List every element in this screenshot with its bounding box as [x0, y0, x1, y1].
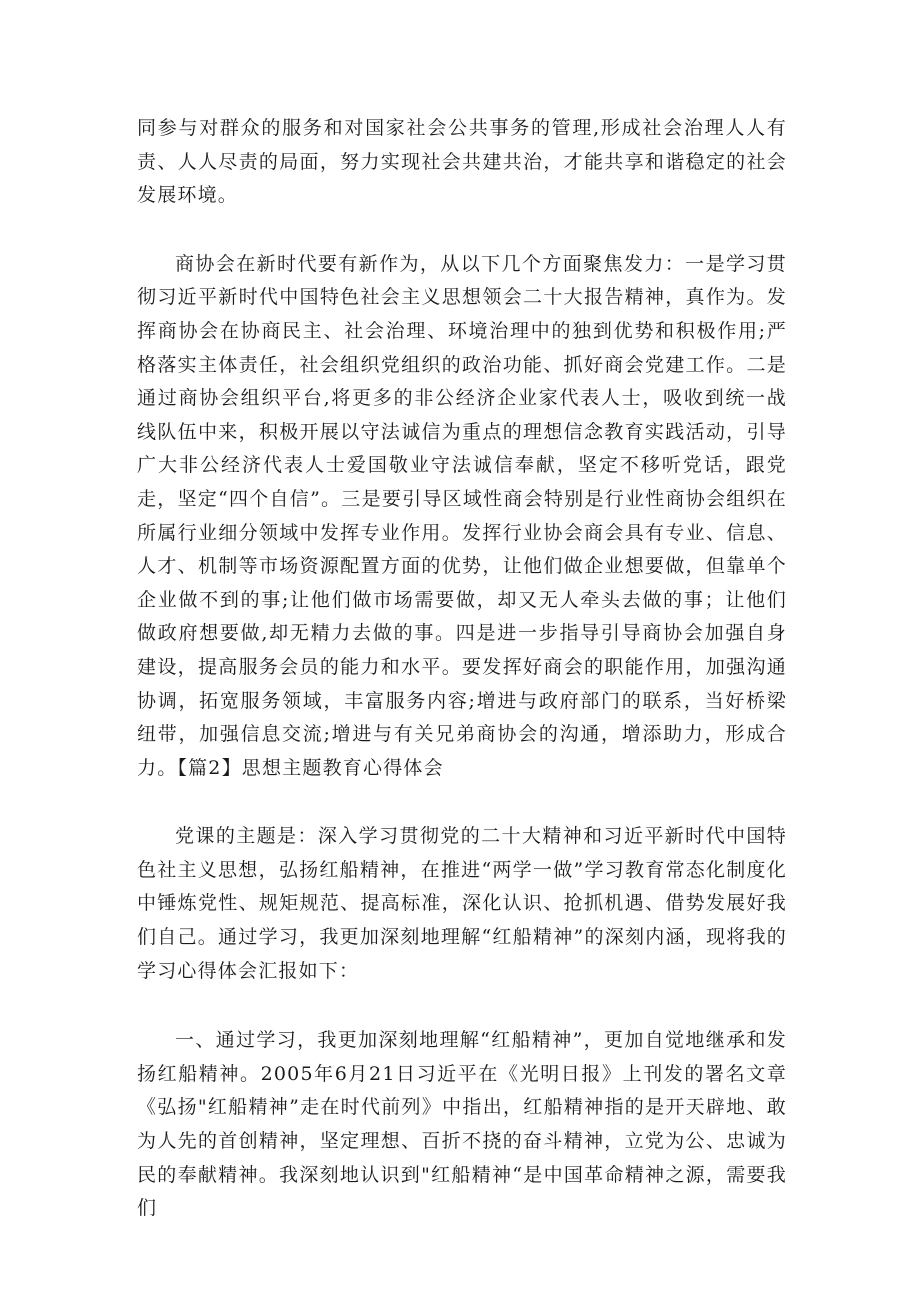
paragraph-1: 同参与对群众的服务和对国家社会公共事务的管理,形成社会治理人人有责、人人尽责的局面，努力实现社会共建共治，才能共享和谐稳定的社会发展环境。 [137, 117, 787, 207]
paragraph-4: 一、通过学习，我更加深刻地理解“红船精神”，更加自觉地继承和发扬红船精神。2005年6月21日习近平在《光明日报》上刊发的署名文章《弘扬"红船精神”走在时代前列》中指出，红船精神指的是开天辟地、敢为人先的首创精神，坚定理想、百折不挠的奋斗精神，立党为公、忠诚为民的奉献精神。我深刻地认识到"红船精神“是中国革命精神之源，需要我们 [137, 1029, 787, 1220]
paragraph-3: 党课的主题是：深入学习贯彻党的二十大精神和习近平新时代中国特色社主义思想，弘扬红船精神，在推进“两学一做”学习教育常态化制度化中锤炼党性、规矩规范、提高标准，深化认识、抢抓机遇、借势发展好我们自己。通过学习，我更加深刻地理解“红船精神”的深刻内涵，现将我的学习心得体会汇报如下： [137, 825, 787, 982]
document-page [137, 112, 787, 1226]
paragraph-2: 商协会在新时代要有新作为，从以下几个方面聚焦发力：一是学习贯彻习近平新时代中国特色社会主义思想领会二十大报告精神，真作为。发挥商协会在协商民主、社会治理、环境治理中的独到优势和积极作用;严格落实主体责任，社会组织党组织的政治功能、抓好商会党建工作。二是通过商协会组织平台,将更多的非公经济企业家代表人士，吸收到统一战线队伍中来，积极开展以守法诚信为重点的理想信念教育实践活动，引导广大非公经济代表人士爱国敬业守法诚信奉献，坚定不移听党话，跟党走，坚定“四个自信”。三是要引导区域性商会特别是行业性商协会组织在所属行业细分领域中发挥专业作用。发挥行业协会商会具有专业、信息、人才、机制等市场资源配置方面的优势，让他们做企业想要做，但靠单个企业做不到的事;让他们做市场需要做，却又无人牵头去做的事；让他们做政府想要做,却无精力去做的事。四是进一步指导引导商协会加强自身建设，提高服务会员的能力和水平。要发挥好商会的职能作用，加强沟通协调，拓宽服务领域，丰富服务内容;增进与政府部门的联系，当好桥梁纽带，加强信息交流;增进与有关兄弟商协会的沟通，增添助力，形成合力。【篇2】思想主题教育心得体会 [137, 252, 787, 779]
